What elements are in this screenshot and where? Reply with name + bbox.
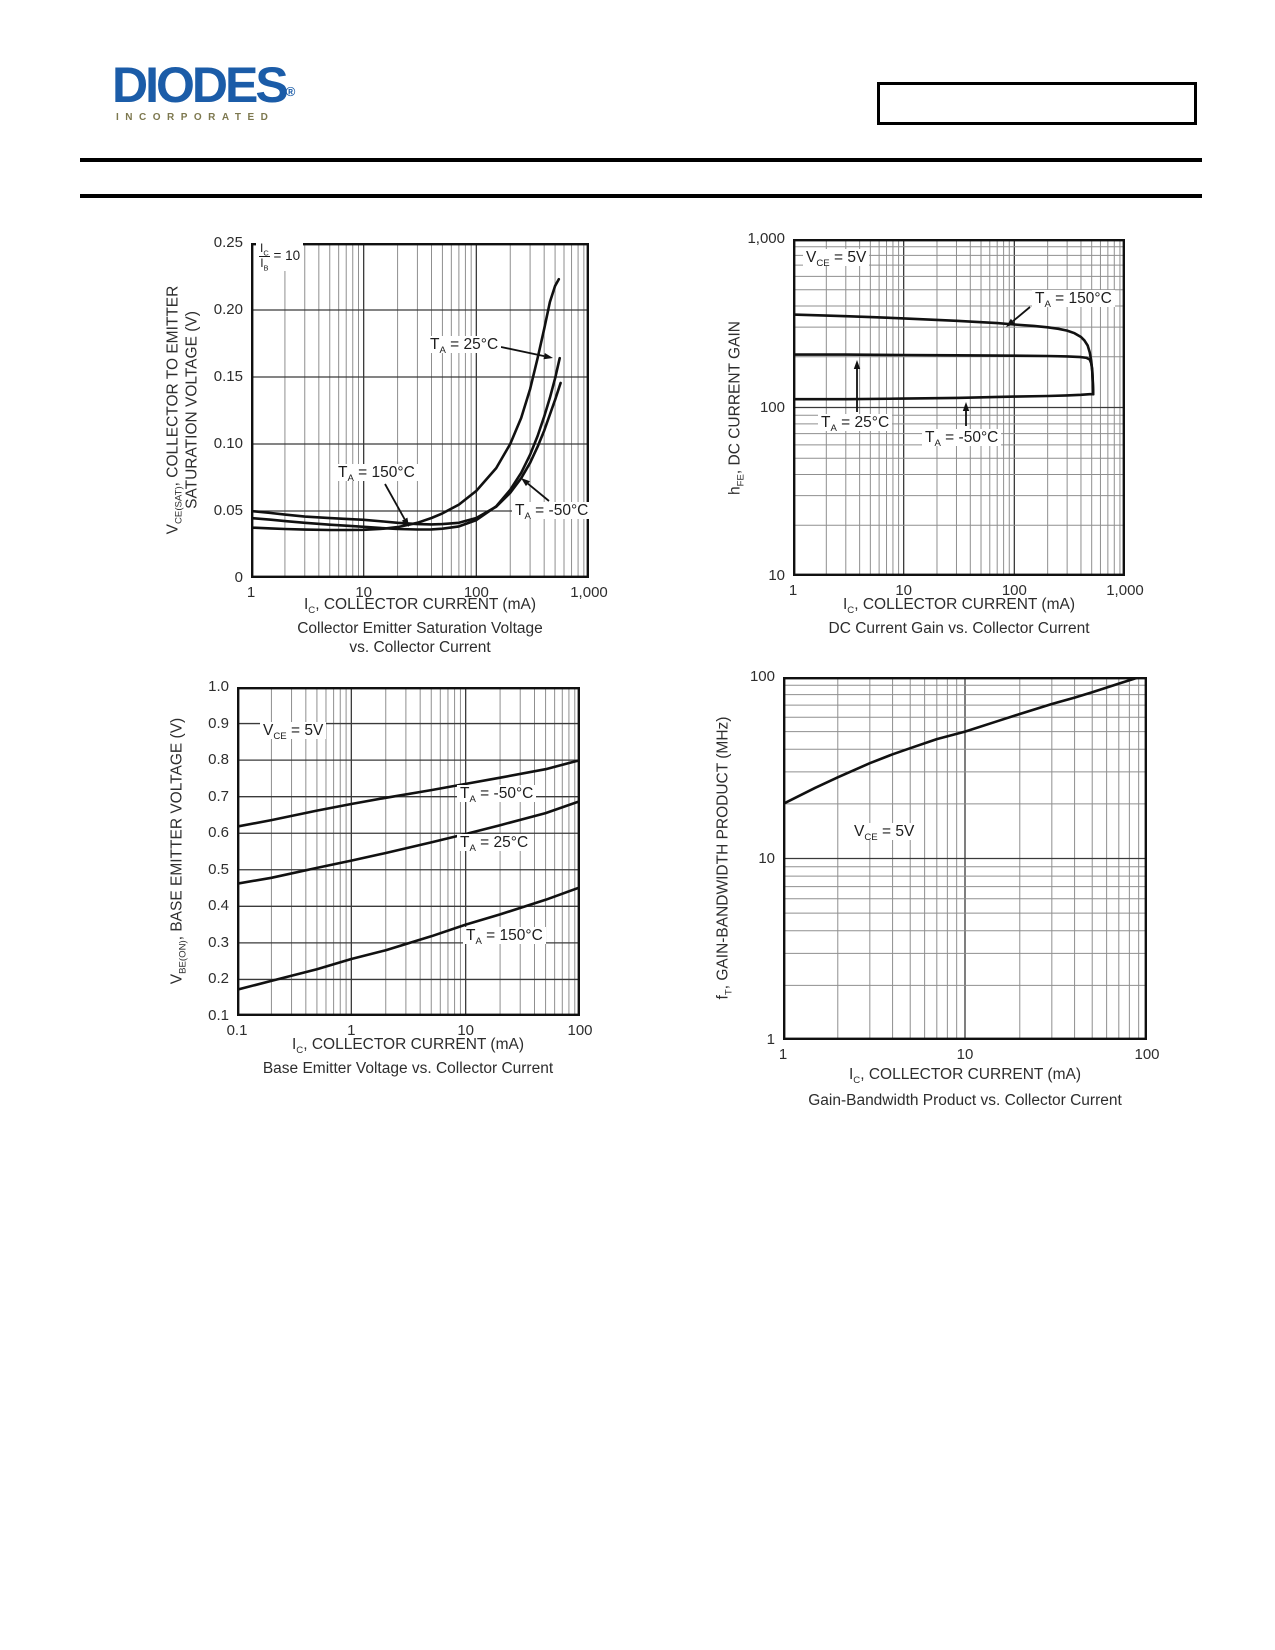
y-tick-label: 1.0: [208, 678, 229, 695]
series-curve-ta--50-c: [793, 394, 1093, 399]
y-tick-label: 0.8: [208, 751, 229, 769]
diodes-logo: [112, 57, 296, 113]
x-tick-label: 10: [355, 584, 372, 601]
y-axis-label-line: SATURATION VOLTAGE (V): [184, 311, 201, 509]
x-tick-label: 1,000: [570, 584, 608, 601]
chart-caption: Gain-Bandwidth Product vs. Collector Current: [808, 1092, 1122, 1109]
y-tick-label: 0.7: [208, 787, 229, 805]
curve-temperature-label: $T_A = -50^\circ C$: [512, 502, 591, 519]
part-number-box: [877, 82, 1197, 125]
x-tick-label: 100: [1001, 582, 1027, 599]
curve-temperature-label: $T_A = -50^\circ C$: [922, 429, 1001, 446]
y-axis-label: [167, 717, 189, 985]
header-rule-bottom: [80, 194, 1202, 198]
series-curve-ta-150-c: [251, 279, 559, 530]
curve-temperature-label: $T_A = 150^\circ C$: [335, 464, 418, 481]
chart-caption: Collector Emitter Saturation Voltage: [297, 620, 543, 637]
fraction-numerator: $I_C$: [260, 241, 269, 258]
y-tick-label: 100: [749, 668, 775, 685]
y-tick-label: 0.6: [208, 824, 229, 842]
y-tick-label: 10: [768, 567, 785, 584]
x-axis-label: $I_C$, COLLECTOR CURRENT (mA): [291, 1036, 524, 1057]
logo-incorporated-text: INCORPORATED: [116, 112, 275, 123]
curve-temperature-label: $T_A = 150^\circ C$: [1032, 290, 1115, 307]
test-condition-label: [256, 242, 303, 271]
y-tick-label: 0.25: [213, 234, 243, 251]
x-tick-label: 0.1: [226, 1022, 248, 1039]
chart-caption: DC Current Gain vs. Collector Current: [828, 620, 1090, 637]
plot-area: [251, 243, 589, 578]
curve-temperature-label: $T_A = 25^\circ C$: [818, 414, 892, 431]
x-tick-label: 1: [788, 582, 798, 599]
y-tick-label: 0.05: [213, 502, 243, 519]
y-axis-label-line: $h_{FE}$, DC CURRENT GAIN: [726, 321, 747, 495]
y-axis-label: [164, 286, 203, 535]
x-tick-label: 10: [457, 1022, 474, 1039]
y-axis-label-line: $V_{CE(SAT)}$, COLLECTOR TO EMITTER: [164, 285, 185, 535]
x-tick-label: 10: [956, 1046, 974, 1063]
y-tick-label: 1,000: [747, 230, 785, 247]
curve-temperature-label: $V_{CE} = 5V$: [260, 722, 326, 739]
y-tick-label: 0.9: [208, 714, 229, 732]
x-axis-label: $I_C$, COLLECTOR CURRENT (mA): [848, 1066, 1081, 1087]
y-tick-label: 0: [234, 569, 243, 586]
logo-text: DIODES: [112, 57, 286, 113]
plot-area: [783, 677, 1147, 1040]
x-tick-label: 1: [347, 1022, 356, 1039]
y-tick-label: 1: [766, 1031, 775, 1048]
curve-temperature-label: $V_{CE} = 5V$: [803, 249, 869, 266]
y-tick-label: 0.5: [208, 860, 229, 878]
x-tick-label: 100: [463, 584, 489, 601]
x-tick-label: 10: [895, 582, 912, 599]
chart-caption: Base Emitter Voltage vs. Collector Current: [262, 1060, 554, 1077]
series-curve-ta-25-c: [793, 355, 1093, 395]
x-tick-label: 100: [1134, 1046, 1160, 1063]
registered-mark-icon: ®: [285, 84, 296, 99]
x-axis-label: $I_C$, COLLECTOR CURRENT (mA): [842, 596, 1075, 617]
y-axis-label-line: $f_T$, GAIN-BANDWIDTH PRODUCT (MHz): [714, 716, 735, 1000]
x-tick-label: 1,000: [1106, 582, 1144, 599]
y-tick-label: 0.3: [208, 933, 229, 951]
curve-temperature-label: $T_A = -50^\circ C$: [457, 785, 536, 802]
x-axis-label: $I_C$, COLLECTOR CURRENT (mA): [303, 596, 536, 617]
y-axis-label-line: $V_{BE(ON)}$, BASE EMITTER VOLTAGE (V): [168, 717, 189, 985]
curve-temperature-label: $V_{CE} = 5V$: [851, 823, 917, 840]
chart-caption: vs. Collector Current: [349, 639, 491, 656]
ratio-fraction: [259, 242, 270, 271]
curve-temperature-label: $T_A = 150^\circ C$: [463, 927, 546, 944]
y-axis-label: [713, 716, 735, 1000]
y-tick-label: 0.15: [213, 368, 243, 385]
y-tick-label: 0.2: [208, 970, 229, 988]
y-tick-label: 100: [759, 398, 785, 416]
annotation-arrow-icon: [963, 402, 969, 411]
header-rule-top: [80, 158, 1202, 162]
y-axis-label: [725, 321, 747, 495]
curve-temperature-label: $T_A = 25^\circ C$: [427, 336, 501, 353]
y-tick-label: 0.1: [208, 1007, 229, 1024]
y-tick-label: 10: [758, 849, 775, 867]
y-tick-label: 0.10: [213, 435, 243, 452]
x-tick-label: 100: [567, 1022, 593, 1039]
curve-temperature-label: $T_A = 25^\circ C$: [457, 834, 531, 851]
annotation-arrow-icon: [544, 353, 553, 359]
x-tick-label: 1: [246, 584, 256, 601]
x-tick-label: 1: [778, 1046, 788, 1063]
fraction-denominator: $I_B$: [260, 255, 269, 273]
y-tick-label: 0.20: [213, 301, 243, 318]
fraction-rest: = 10: [269, 247, 301, 263]
y-tick-label: 0.4: [208, 897, 229, 915]
